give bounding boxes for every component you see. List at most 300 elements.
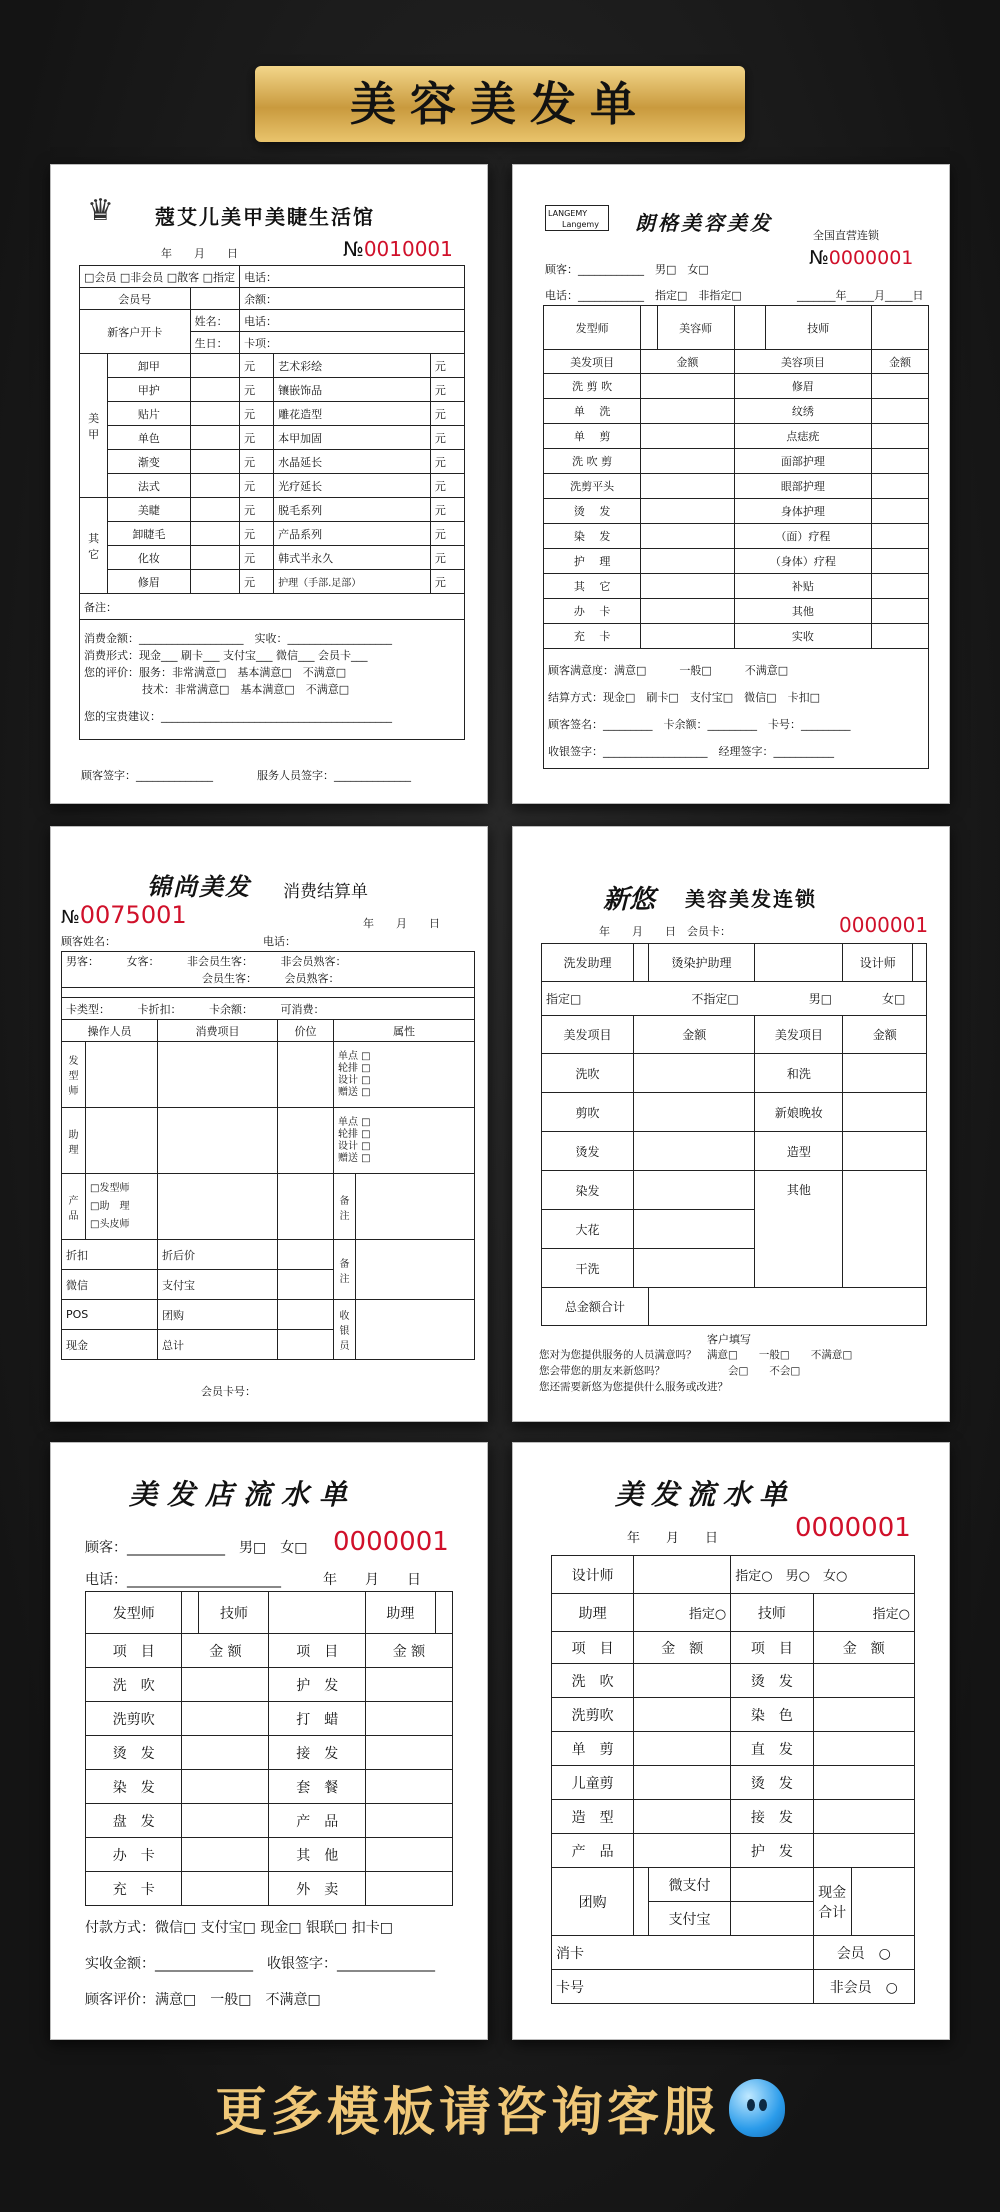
tech-field[interactable] (872, 306, 929, 350)
amount-cell[interactable] (641, 424, 734, 449)
alipay-field[interactable] (731, 1902, 813, 1936)
item-left: 单 洗 (544, 399, 641, 424)
dye-assistant: 烫染护助理 (648, 944, 755, 982)
item-right: 眼部护理 (734, 474, 871, 499)
amount-cell[interactable] (641, 599, 734, 624)
item-left: 洗 吹 (86, 1668, 182, 1702)
recharge-label: 消卡 (552, 1936, 814, 1970)
attr-label: 设计 (338, 1074, 358, 1086)
card1-title: 蔻艾儿美甲美睫生活馆 (155, 205, 375, 229)
paid-label: 实收：___________________ (254, 632, 392, 645)
eval-tech: 技术：非常满意□ 基本满意□ 不满意□ (142, 683, 350, 696)
amount-cell[interactable] (813, 1664, 914, 1698)
foot-val[interactable] (278, 1270, 334, 1300)
form-card-langemy (512, 164, 950, 804)
amount-cell[interactable] (641, 399, 734, 424)
amount-cell[interactable] (641, 549, 734, 574)
card6-title: 美发流水单 (615, 1478, 796, 1511)
item-right: 补贴 (734, 574, 871, 599)
item-right: 烫 发 (731, 1766, 813, 1800)
amount-cell[interactable] (641, 474, 734, 499)
amount-cell[interactable] (641, 499, 734, 524)
total-field[interactable] (648, 1288, 926, 1326)
item-right: 套 餐 (269, 1770, 365, 1804)
remark-label: 备注： (80, 594, 465, 620)
product-staff[interactable] (86, 1174, 158, 1240)
card3-customer: 顾客姓名： (61, 935, 116, 948)
card1-no: 0010001 (363, 237, 453, 261)
payform-label: 消费形式：现金___ 刷卡___ 支付宝___ 微信___ 会员卡___ (84, 649, 368, 662)
male-check[interactable]: 男□ (808, 992, 833, 1006)
group-product: 产品 (62, 1174, 86, 1240)
yuan: 元 (430, 450, 464, 474)
amount-cell[interactable] (843, 1054, 927, 1093)
item-right: 接 发 (731, 1800, 813, 1834)
card2-no-prefix: № (809, 247, 829, 269)
tech-label: 技师 (731, 1594, 813, 1632)
price-cell[interactable] (190, 498, 239, 522)
amount-cell[interactable] (182, 1668, 269, 1702)
advice-label: 您的宝贵建议：__________________________________________ (84, 710, 392, 723)
card6-date: 年 月 日 (627, 1531, 719, 1546)
amount-cell[interactable] (634, 1171, 755, 1210)
amount-cell[interactable] (634, 1249, 755, 1288)
group-buy: 团购 (552, 1868, 634, 1936)
amount-cell[interactable] (182, 1872, 269, 1906)
price-cell[interactable] (278, 1042, 334, 1108)
payment-method: 结算方式：现金□ 刷卡□ 支付宝□ 微信□ 卡扣□ (548, 691, 820, 704)
foot-remark: 备注 (334, 1240, 356, 1300)
item-left: 烫 发 (86, 1736, 182, 1770)
item-left: 洗吹 (542, 1054, 634, 1093)
item-left: 染 发 (86, 1770, 182, 1804)
amount-cell[interactable] (182, 1702, 269, 1736)
item-cell[interactable] (158, 1042, 278, 1108)
group-assistant: 助理 (62, 1108, 86, 1174)
langemy-logo (545, 205, 609, 231)
stylist-label: 设计师 (552, 1556, 634, 1594)
foot-left: POS (62, 1300, 158, 1330)
alipay-label: 支付宝 (648, 1902, 730, 1936)
customer-sign: 顾客签字：______________ (81, 769, 213, 782)
cash-field[interactable] (851, 1868, 914, 1936)
card6-table (551, 1555, 915, 2004)
service-left: 修眉 (108, 570, 190, 594)
question-2: 您会带您的朋友来新悠吗？ 会□ 不会□ (539, 1365, 801, 1377)
amount-cell[interactable] (182, 1736, 269, 1770)
card2-subtitle: 全国直营连锁 (813, 229, 879, 242)
foot-mid: 支付宝 (158, 1270, 278, 1300)
yuan: 元 (430, 474, 464, 498)
yuan: 元 (430, 426, 464, 450)
pay-method: 付款方式：微信□ 支付宝□ 现金□ 银联□ 扣卡□ (85, 1920, 393, 1936)
col-header: 美发项目 (544, 350, 641, 374)
amount-cell[interactable] (365, 1770, 452, 1804)
card-label: 卡号 (552, 1970, 814, 2004)
amount-cell[interactable] (365, 1736, 452, 1770)
assist-field[interactable] (435, 1592, 452, 1634)
amount-cell[interactable] (813, 1766, 914, 1800)
price-cell[interactable] (278, 1108, 334, 1174)
item-cell[interactable] (158, 1108, 278, 1174)
service-left: 卸睫毛 (108, 522, 190, 546)
crown-logo-icon: ♛ (87, 193, 114, 228)
card1-table (79, 265, 465, 740)
item-right: 产 品 (269, 1804, 365, 1838)
attr-label: 赠送 (338, 1152, 358, 1164)
amount-cell[interactable] (872, 374, 929, 399)
assign-check[interactable]: 指定□ (546, 992, 582, 1006)
price-cell[interactable] (190, 450, 239, 474)
wechat-label: 微支付 (648, 1868, 730, 1902)
attr: 设计 □ (338, 1074, 371, 1086)
card5-phone: 电话：______________________ 年 月 日 (85, 1572, 421, 1588)
col-header: 金额 (843, 1016, 927, 1054)
amount-cell[interactable] (634, 1132, 755, 1171)
amount-cell[interactable] (872, 574, 929, 599)
price-cell[interactable] (190, 522, 239, 546)
service-right: 镶嵌饰品 (274, 378, 431, 402)
yuan: 元 (430, 354, 464, 378)
item-right: 接 发 (269, 1736, 365, 1770)
amount-cell[interactable] (634, 1210, 755, 1249)
amount-cell[interactable] (634, 1054, 755, 1093)
amount-cell[interactable] (843, 1132, 927, 1171)
service-right: 光疗延长 (274, 474, 431, 498)
yuan: 元 (240, 570, 274, 594)
amount-cell[interactable] (872, 474, 929, 499)
form-card-xinyou (512, 826, 950, 1422)
item-cell[interactable] (158, 1174, 278, 1240)
item-left: 洗 吹 剪 (544, 449, 641, 474)
card4-date: 年 月 日 会员卡： (599, 925, 731, 938)
card3-date: 年 月 日 (363, 917, 440, 930)
customer-type-checks: □会员 □非会员 □散客 □指定 (80, 266, 240, 288)
service-left: 卸甲 (108, 354, 190, 378)
amount-cell[interactable] (641, 524, 734, 549)
logo-line1: LANGEMY (548, 209, 588, 218)
question-3: 您还需要新悠为您提供什么服务或改进？ (539, 1381, 728, 1393)
item-left: 烫发 (542, 1132, 634, 1171)
item-right: 染 色 (731, 1698, 813, 1732)
foot-cashier: 收银员 (334, 1300, 356, 1360)
qq-penguin-icon[interactable] (729, 2079, 785, 2137)
member-no-label: 会员号 (80, 288, 191, 310)
assign-radio[interactable]: 指定○ (735, 1569, 773, 1584)
item-right: 其他 (755, 1171, 843, 1288)
amount-sign: 实收金额：______________ 收银签字：______________ (85, 1956, 435, 1972)
foot-cashier-field[interactable] (356, 1300, 475, 1360)
attr: 设计 □ (338, 1140, 371, 1152)
tech-assign[interactable]: 指定○ (813, 1594, 914, 1632)
yuan: 元 (430, 546, 464, 570)
item-left: 染发 (542, 1171, 634, 1210)
item-left: 充 卡 (86, 1872, 182, 1906)
item-left: 剪吹 (542, 1093, 634, 1132)
logo-line2: Langemy (562, 220, 599, 229)
amount-cell[interactable] (641, 624, 734, 649)
amount-cell[interactable] (641, 374, 734, 399)
item-left: 洗剪吹 (552, 1698, 634, 1732)
eval-service: 您的评价：服务：非常满意□ 基本满意□ 不满意□ (84, 666, 347, 679)
nonmember-radio[interactable]: 非会员 ○ (813, 1970, 914, 2004)
stylist-field[interactable] (634, 1556, 731, 1594)
amount-cell[interactable] (872, 524, 929, 549)
group-field[interactable] (634, 1868, 649, 1936)
other-field[interactable] (843, 1171, 927, 1288)
amount-cell[interactable] (634, 1093, 755, 1132)
item-right: 造型 (755, 1132, 843, 1171)
price-cell[interactable] (190, 546, 239, 570)
price-cell[interactable] (278, 1174, 334, 1240)
foot-mid: 总计 (158, 1330, 278, 1360)
amount-cell[interactable] (813, 1698, 914, 1732)
member-no-field[interactable] (190, 288, 239, 310)
beautician-label: 美容师 (657, 306, 734, 350)
price-cell[interactable] (190, 402, 239, 426)
assist-label: 助理 (365, 1592, 435, 1634)
col-header: 美发项目 (755, 1016, 843, 1054)
card4-title: 新悠 (603, 885, 656, 915)
female-radio[interactable]: 女○ (822, 1569, 848, 1584)
birthday-label: 生日： (190, 332, 239, 354)
form-card-salon-flow (50, 1442, 488, 2040)
male-radio[interactable]: 男○ (785, 1569, 810, 1584)
col-header: 金 额 (634, 1632, 731, 1664)
item-right: 直 发 (731, 1732, 813, 1766)
foot-val[interactable] (278, 1240, 334, 1270)
yuan: 元 (240, 498, 274, 522)
amount-cell[interactable] (813, 1800, 914, 1834)
amount-cell[interactable] (813, 1732, 914, 1766)
col-header: 操作人员 (62, 1020, 158, 1042)
no-assign-check[interactable]: 不指定□ (691, 992, 739, 1006)
stylist-field[interactable] (641, 306, 657, 350)
item-left: 造 型 (552, 1800, 634, 1834)
yuan: 元 (240, 354, 274, 378)
beautician-field[interactable] (734, 306, 765, 350)
wash-field[interactable] (634, 944, 649, 982)
col-header: 项 目 (86, 1634, 182, 1668)
item-left: 洗剪平头 (544, 474, 641, 499)
card1-no-prefix: № (343, 237, 364, 261)
attr-checks[interactable] (334, 1108, 475, 1174)
question-1: 您对为您提供服务的人员满意吗？ 满意□ 一般□ 不满意□ (539, 1349, 853, 1361)
tech-label: 技师 (765, 306, 872, 350)
prod-opt: □发型师 (90, 1182, 130, 1194)
attr: 轮排 □ (338, 1128, 371, 1140)
amount-cell[interactable] (634, 1732, 731, 1766)
yuan: 元 (430, 498, 464, 522)
stylist-label: 发型师 (86, 1592, 182, 1634)
amount-cell[interactable] (365, 1668, 452, 1702)
balance-label: 余额： (240, 288, 465, 310)
customer-category-2: 会员生客： 会员熟客： (62, 970, 475, 988)
member-radio[interactable]: 会员 ○ (813, 1936, 914, 1970)
amount-cell[interactable] (872, 449, 929, 474)
amount-cell[interactable] (872, 499, 929, 524)
member-card-no: 会员卡号： (201, 1385, 256, 1398)
amount-cell[interactable] (641, 449, 734, 474)
item-right: 面部护理 (734, 449, 871, 474)
service-right: 水晶延长 (274, 450, 431, 474)
amount-cell[interactable] (634, 1766, 731, 1800)
amount-cell[interactable] (872, 624, 929, 649)
amount-cell[interactable] (843, 1093, 927, 1132)
wechat-field[interactable] (731, 1868, 813, 1902)
banner-title: 美容美发单 (350, 77, 650, 131)
item-left: 盘 发 (86, 1804, 182, 1838)
attr-label: 轮排 (338, 1062, 358, 1074)
amount-cell[interactable] (872, 599, 929, 624)
card1-date: 年 月 日 (161, 247, 238, 260)
item-left: 护 理 (544, 549, 641, 574)
item-right: 点痣疣 (734, 424, 871, 449)
price-cell[interactable] (190, 378, 239, 402)
form-card-jinshang (50, 826, 488, 1422)
col-header: 项 目 (552, 1632, 634, 1664)
service-left: 渐变 (108, 450, 190, 474)
foot-remark-field[interactable] (356, 1240, 475, 1300)
staff-sign: 服务人员签字：______________ (257, 769, 411, 782)
service-left: 甲护 (108, 378, 190, 402)
card5-no: 0000001 (333, 1527, 449, 1557)
remark-label: 备注 (334, 1174, 356, 1240)
item-left: 大花 (542, 1210, 634, 1249)
yuan: 元 (430, 522, 464, 546)
item-left: 洗剪吹 (86, 1702, 182, 1736)
card3-subtitle: 消费结算单 (283, 882, 368, 902)
yuan: 元 (430, 378, 464, 402)
amount-cell[interactable] (365, 1838, 452, 1872)
item-right: 实收 (734, 624, 871, 649)
foot-mid: 折后价 (158, 1240, 278, 1270)
service-right: 产品系列 (274, 522, 431, 546)
form-card-hair-flow (512, 1442, 950, 2040)
phone-label: 电话： (240, 266, 465, 288)
item-right: 其他 (734, 599, 871, 624)
yuan: 元 (240, 426, 274, 450)
tech-field[interactable] (269, 1592, 365, 1634)
remark-field[interactable] (356, 1174, 475, 1240)
yuan: 元 (240, 450, 274, 474)
amount-cell[interactable] (365, 1872, 452, 1906)
service-right: 艺术彩绘 (274, 354, 431, 378)
service-left: 贴片 (108, 402, 190, 426)
stylist-field[interactable] (182, 1592, 199, 1634)
price-cell[interactable] (190, 570, 239, 594)
card3-title: 锦尚美发 (147, 872, 251, 901)
wash-assistant: 洗发助理 (542, 944, 634, 982)
attr-label: 设计 (338, 1140, 358, 1152)
card3-phone: 电话： (263, 935, 296, 948)
item-right: （面）疗程 (734, 524, 871, 549)
operator-cell[interactable] (86, 1042, 158, 1108)
item-left: 染 发 (544, 524, 641, 549)
foot-val[interactable] (278, 1300, 334, 1330)
card-item-label: 卡项： (240, 332, 465, 354)
total-label: 总金额合计 (542, 1288, 649, 1326)
item-left: 办 卡 (544, 599, 641, 624)
card2-title: 朗格美容美发 (635, 211, 773, 235)
amount-cell[interactable] (182, 1838, 269, 1872)
amount-label: 消费金额：___________________ (84, 632, 244, 645)
yuan: 元 (240, 378, 274, 402)
service-right: 脱毛系列 (274, 498, 431, 522)
assist-label: 助理 (552, 1594, 634, 1632)
customer-fill: 客户填写 (707, 1333, 751, 1346)
amount-cell[interactable] (365, 1702, 452, 1736)
title-banner (255, 66, 745, 142)
item-left: 办 卡 (86, 1838, 182, 1872)
col-header: 美容项目 (734, 350, 871, 374)
yuan: 元 (240, 402, 274, 426)
item-left: 洗 吹 (552, 1664, 634, 1698)
amount-cell[interactable] (182, 1770, 269, 1804)
col-header: 金 额 (365, 1634, 452, 1668)
amount-cell[interactable] (634, 1834, 731, 1868)
card5-title: 美发店流水单 (129, 1478, 358, 1511)
operator-cell[interactable] (86, 1108, 158, 1174)
assist-assign[interactable]: 指定○ (634, 1594, 731, 1632)
service-right: 本甲加固 (274, 426, 431, 450)
amount-cell[interactable] (872, 424, 929, 449)
footer (0, 2070, 1000, 2145)
dye-field[interactable] (755, 944, 843, 982)
price-cell[interactable] (190, 426, 239, 450)
price-cell[interactable] (190, 474, 239, 498)
amount-cell[interactable] (872, 549, 929, 574)
item-right: 修眉 (734, 374, 871, 399)
amount-cell[interactable] (641, 574, 734, 599)
item-right: 护 发 (269, 1668, 365, 1702)
footer-text: 更多模板请咨询客服 (214, 2083, 719, 2143)
price-cell[interactable] (190, 354, 239, 378)
amount-cell[interactable] (634, 1664, 731, 1698)
attr-label: 单点 (338, 1116, 358, 1128)
foot-val[interactable] (278, 1330, 334, 1360)
amount-cell[interactable] (182, 1804, 269, 1838)
card3-no-prefix: № (61, 907, 80, 928)
attr: 赠送 □ (338, 1086, 371, 1098)
group-other: 其它 (80, 498, 108, 594)
card6-no: 0000001 (795, 1513, 911, 1543)
customer-category-1: 男客： 女客： 非会员生客： 非会员熟客： (62, 952, 475, 970)
cash-total: 现金合计 (813, 1868, 851, 1936)
col-header: 项 目 (731, 1632, 813, 1664)
customer-signature: 顾客签名：_________ 卡余额：_________ 卡号：_________ (548, 718, 851, 731)
new-card-label: 新客户开卡 (80, 310, 191, 354)
stylist-field[interactable] (913, 944, 927, 982)
service-left: 美睫 (108, 498, 190, 522)
cashier-signature: 收银签字：___________________ 经理签字：___________ (548, 745, 834, 758)
item-left: 儿童剪 (552, 1766, 634, 1800)
female-check[interactable]: 女□ (882, 992, 906, 1006)
service-left: 单色 (108, 426, 190, 450)
amount-cell[interactable] (872, 399, 929, 424)
amount-cell[interactable] (365, 1804, 452, 1838)
col-header: 金额 (634, 1016, 755, 1054)
tech-label: 技师 (199, 1592, 269, 1634)
amount-cell[interactable] (634, 1800, 731, 1834)
amount-cell[interactable] (634, 1698, 731, 1732)
yuan: 元 (430, 402, 464, 426)
item-left: 单 剪 (544, 424, 641, 449)
attr-checks[interactable] (334, 1042, 475, 1108)
attr-label: 轮排 (338, 1128, 358, 1140)
card2-customer: 顾客：____________ 男□ 女□ (545, 263, 709, 276)
amount-cell[interactable] (813, 1834, 914, 1868)
